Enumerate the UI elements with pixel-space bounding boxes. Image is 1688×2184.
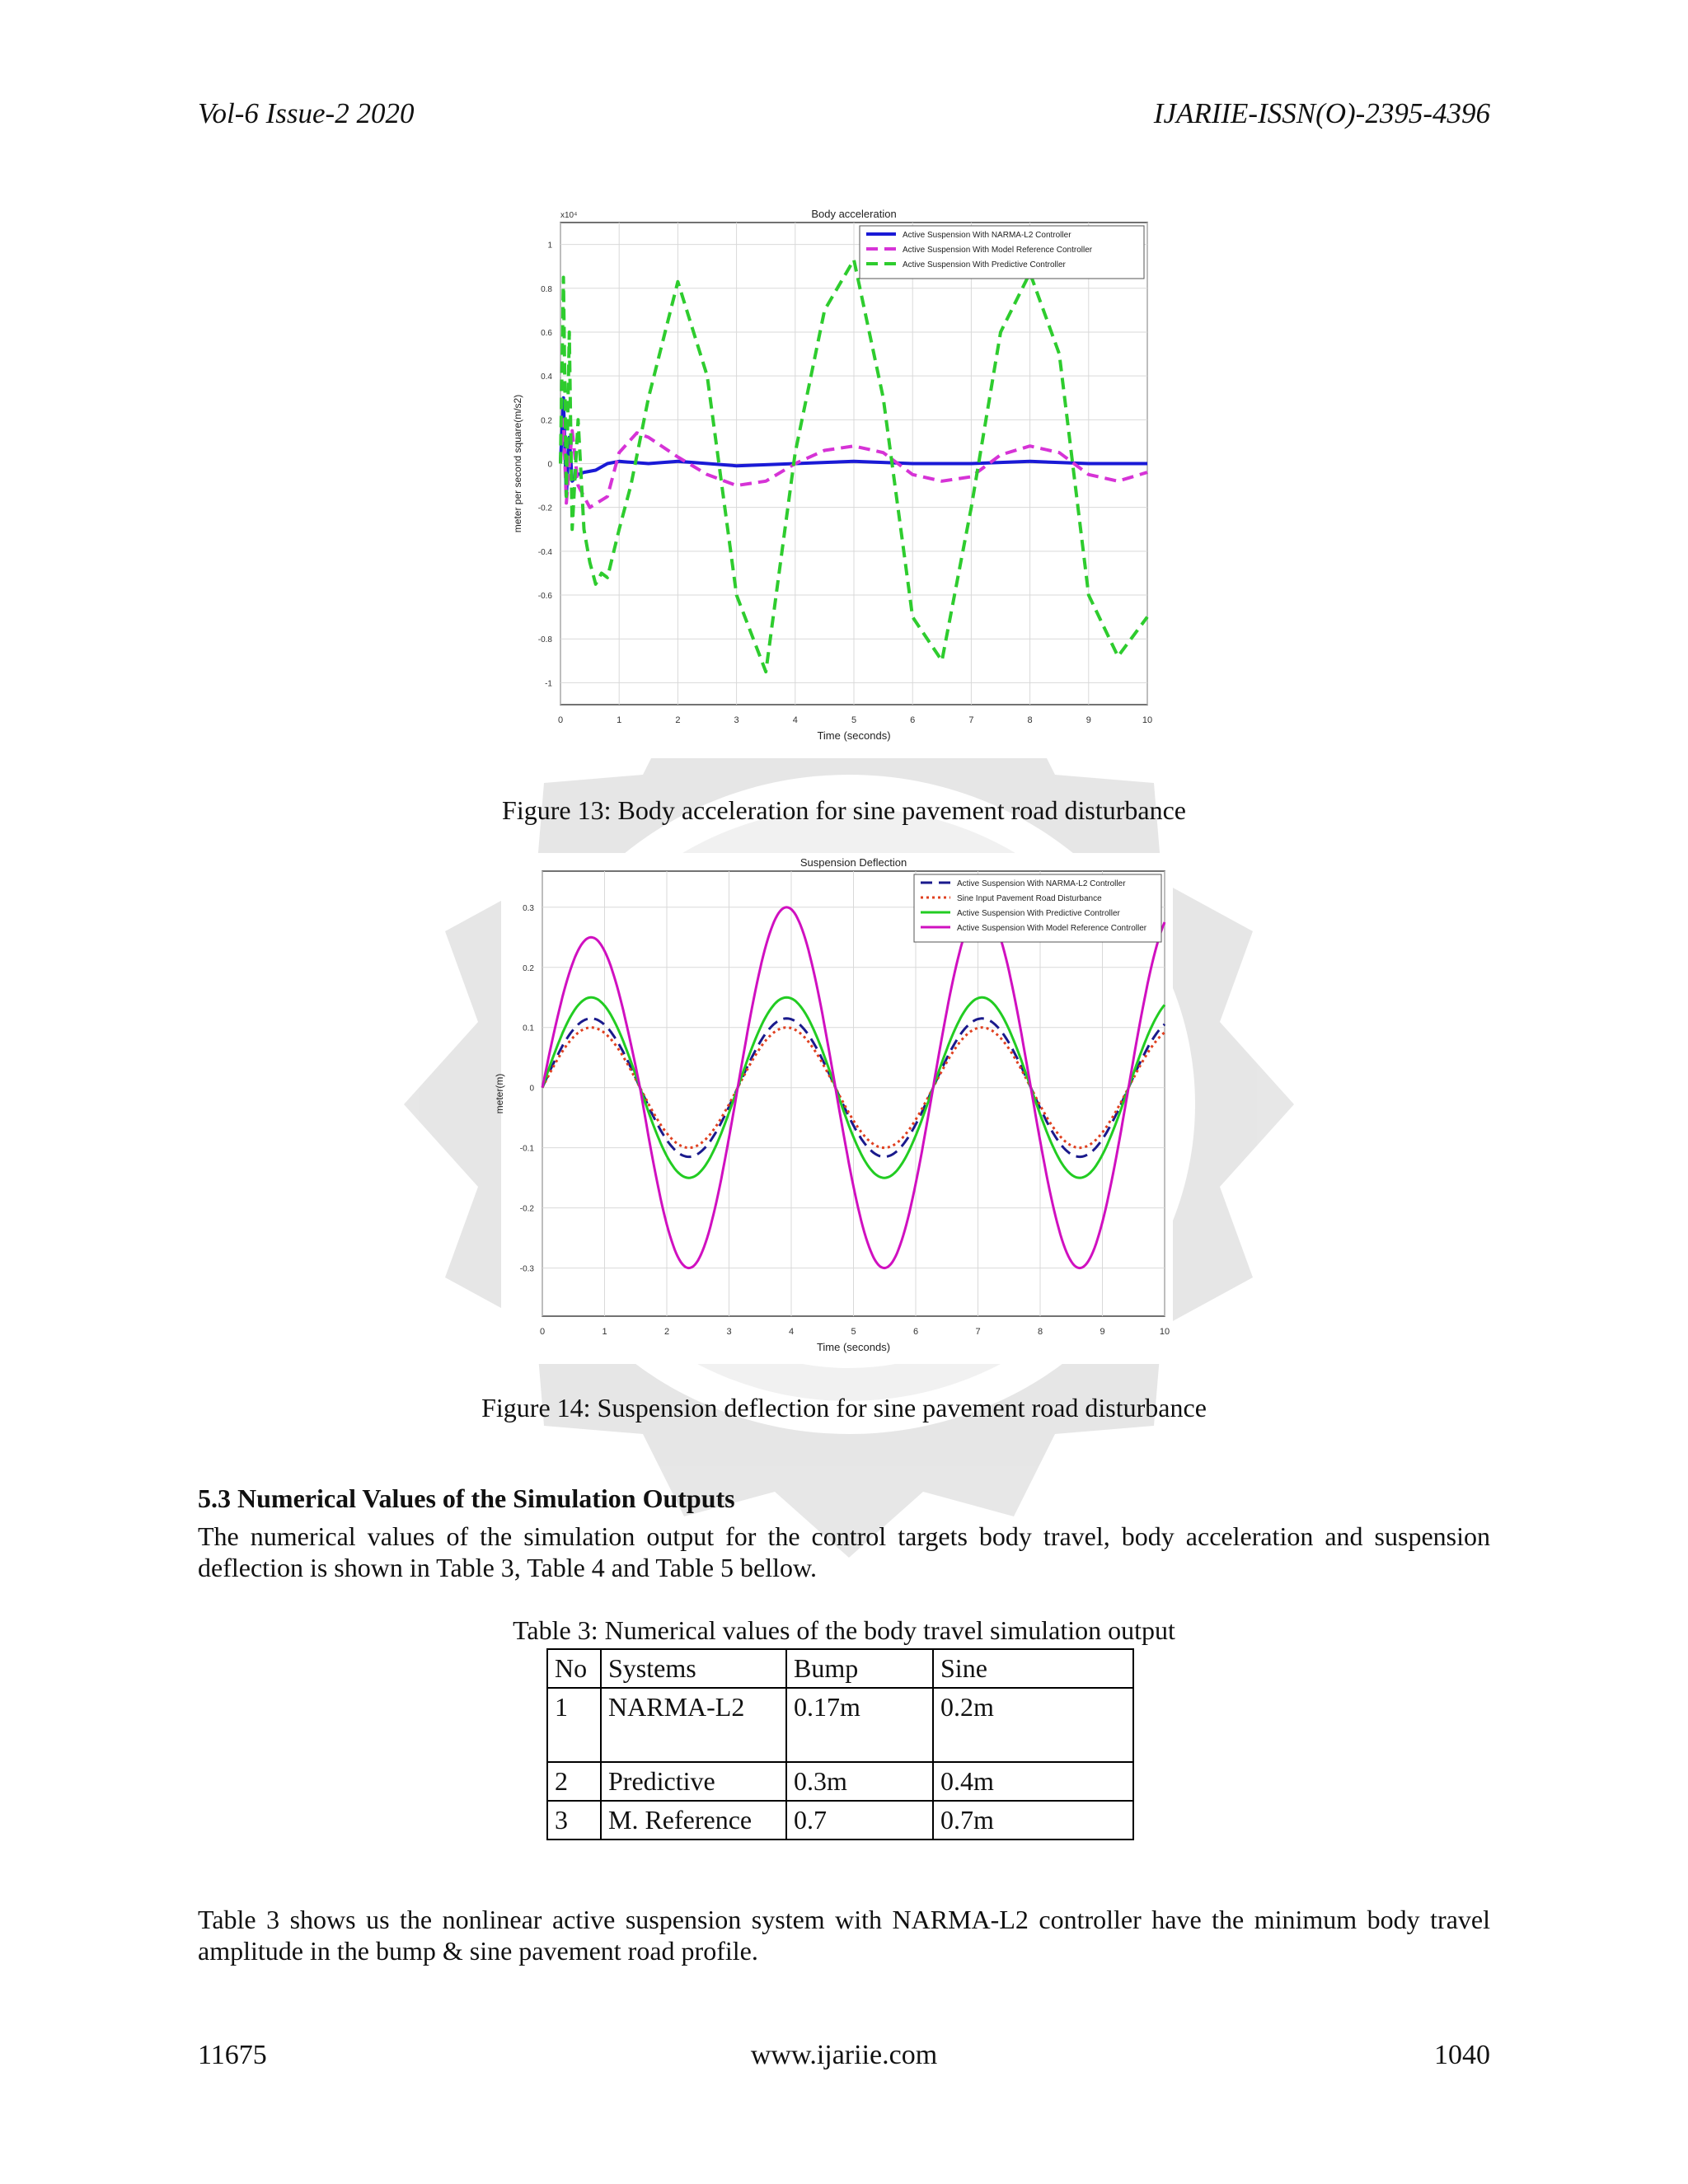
table-row — [547, 1762, 1133, 1801]
x-tick-label: 1 — [617, 715, 622, 725]
table-header-cell: Bump — [786, 1649, 933, 1688]
x-tick-label: 9 — [1100, 1327, 1105, 1337]
table-cell: NARMA-L2 — [601, 1688, 786, 1762]
x-tick-label: 8 — [1027, 715, 1033, 725]
table-3 — [546, 1648, 1134, 1840]
table-cell: 1 — [547, 1688, 601, 1762]
figure-suspension-deflection — [494, 853, 1173, 1364]
body-acceleration-chart — [511, 198, 1162, 758]
table-cell: M. Reference — [601, 1801, 786, 1840]
x-tick-label: 3 — [734, 715, 739, 725]
figure-14-caption: Figure 14: Suspension deflection for sine pavement road disturbance — [481, 1393, 1207, 1422]
legend-entry: Active Suspension With Predictive Controller — [903, 260, 1066, 269]
figure-body-acceleration — [511, 198, 1162, 758]
legend-entry: Active Suspension With NARMA-L2 Controller — [957, 879, 1126, 888]
y-tick-label: 0.6 — [541, 328, 552, 338]
y-tick-label: 0 — [529, 1084, 534, 1094]
running-header-issn: IJARIIE-ISSN(O)-2395-4396 — [1153, 97, 1490, 129]
x-tick-label: 7 — [975, 1327, 981, 1337]
y-tick-label: 0.2 — [523, 963, 534, 973]
y-tick-label: -0.2 — [519, 1204, 534, 1214]
x-tick-label: 5 — [851, 1327, 856, 1337]
x-tick-label: 6 — [910, 715, 916, 725]
x-tick-label: 3 — [726, 1327, 732, 1337]
y-tick-label: 0.2 — [541, 416, 552, 426]
legend-entry: Sine Input Pavement Road Disturbance — [957, 894, 1102, 903]
table-row — [547, 1688, 1133, 1762]
y-tick-label: -0.1 — [519, 1144, 534, 1154]
y-tick-label: 0.4 — [541, 373, 552, 382]
legend-entry: Active Suspension With Model Reference Controller — [903, 246, 1093, 255]
footer-website: www.ijariie.com — [750, 2040, 938, 2070]
table-cell: 0.2m — [933, 1688, 1133, 1762]
table-cell: 0.7 — [786, 1801, 933, 1840]
table-cell: 3 — [547, 1801, 601, 1840]
table-header-row — [547, 1649, 1133, 1688]
y-multiplier-label: x10⁴ — [560, 211, 578, 220]
x-tick-label: 10 — [1142, 715, 1153, 725]
x-tick-label: 10 — [1159, 1327, 1170, 1337]
y-axis-label: meter(m) — [494, 1073, 505, 1114]
y-tick-label: -1 — [545, 679, 552, 689]
y-tick-label: -0.8 — [537, 635, 552, 645]
table-cell: 0.4m — [933, 1762, 1133, 1801]
suspension-deflection-chart — [494, 853, 1173, 1364]
x-tick-label: 2 — [663, 1327, 670, 1337]
chart-title: Suspension Deflection — [799, 856, 907, 869]
y-tick-label: 0.3 — [523, 903, 534, 913]
table-row — [547, 1801, 1133, 1840]
table-header-cell: Systems — [601, 1649, 786, 1688]
footer-page-number: 1040 — [1434, 2040, 1490, 2070]
x-tick-label: 0 — [557, 715, 564, 725]
x-tick-label: 4 — [792, 715, 798, 725]
y-tick-label: -0.4 — [537, 547, 552, 557]
y-tick-label: 0.1 — [523, 1024, 534, 1033]
y-tick-label: 1 — [547, 241, 552, 251]
figure-13-caption: Figure 13: Body acceleration for sine pavement road disturbance — [502, 795, 1186, 825]
section-heading: 5.3 Numerical Values of the Simulation Outputs — [198, 1483, 735, 1513]
table-header-cell: Sine — [933, 1649, 1133, 1688]
x-tick-label: 0 — [539, 1327, 546, 1337]
y-tick-label: 0.8 — [541, 284, 552, 294]
x-tick-label: 7 — [968, 715, 974, 725]
body-paragraph-intro: The numerical values of the simulation output for the control targets body travel, body acceleration and suspension deflection is shown in Table 3, Table 4 and Table 5 bellow. — [198, 1521, 1490, 1582]
y-tick-label: -0.3 — [519, 1264, 534, 1274]
table-header-cell: No — [547, 1649, 601, 1688]
y-tick-label: -0.2 — [537, 504, 552, 513]
table-cell: 0.17m — [786, 1688, 933, 1762]
y-tick-label: -0.6 — [537, 592, 552, 602]
body-paragraph-table-discussion: Table 3 shows us the nonlinear active suspension system with NARMA-L2 controller have the minimum body travel amplitude in the bump & sine pavement road profile. — [198, 1905, 1490, 1966]
footer-paper-id: 11675 — [198, 2040, 267, 2070]
legend-entry: Active Suspension With NARMA-L2 Controller — [903, 231, 1071, 240]
table-cell: 0.3m — [786, 1762, 933, 1801]
x-axis-label: Time (seconds) — [816, 1341, 891, 1353]
x-tick-label: 6 — [912, 1327, 919, 1337]
x-tick-label: 4 — [788, 1327, 795, 1337]
x-axis-label: Time (seconds) — [817, 729, 891, 742]
y-tick-label: 0 — [547, 460, 552, 470]
y-axis-label: meter per second square(m/s2) — [512, 394, 523, 533]
chart-title: Body acceleration — [811, 208, 897, 220]
running-header-volume: Vol-6 Issue-2 2020 — [198, 97, 415, 129]
table-cell: 2 — [547, 1762, 601, 1801]
legend-entry: Active Suspension With Model Reference Controller — [957, 924, 1147, 933]
table-cell: 0.7m — [933, 1801, 1133, 1840]
x-tick-label: 9 — [1085, 715, 1091, 725]
x-tick-label: 5 — [851, 715, 857, 725]
x-tick-label: 2 — [675, 715, 681, 725]
x-tick-label: 1 — [602, 1327, 607, 1337]
x-tick-label: 8 — [1037, 1327, 1043, 1337]
table-3-caption: Table 3: Numerical values of the body travel simulation output — [513, 1615, 1175, 1645]
legend-entry: Active Suspension With Predictive Controller — [957, 909, 1120, 918]
table-cell: Predictive — [601, 1762, 786, 1801]
